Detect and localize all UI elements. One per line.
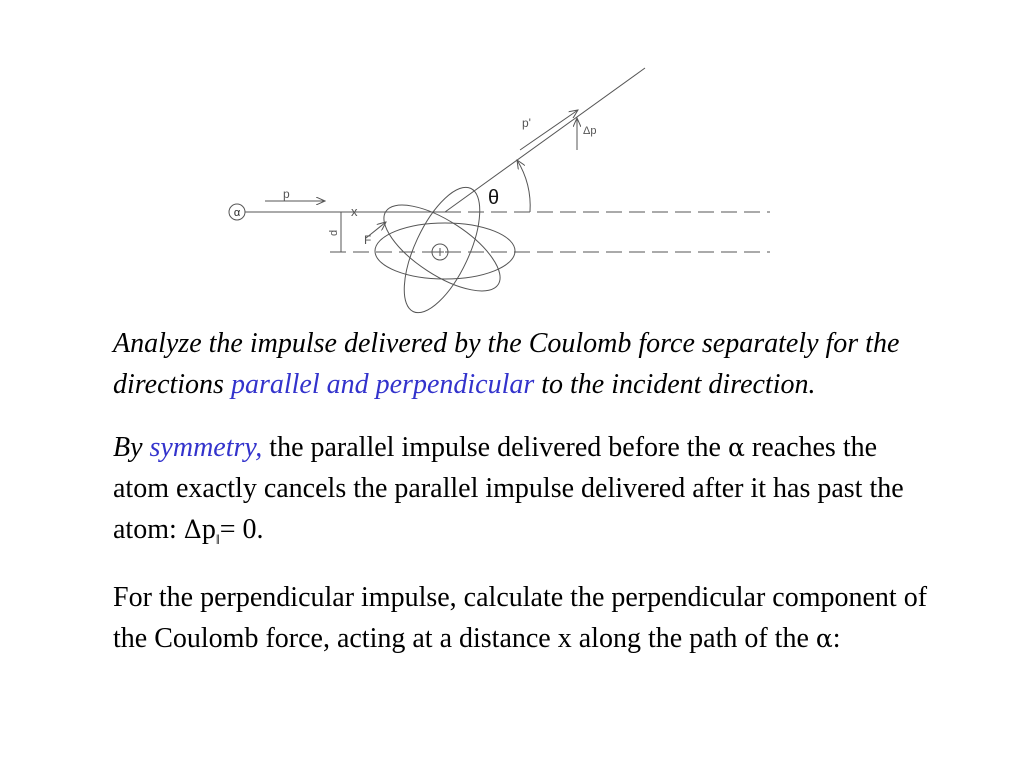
p1-text-a: Analyze the impulse delivered by the Coulomb force separately for the directions (113, 328, 900, 400)
p2-delta-symbol: Δ (183, 515, 202, 544)
paragraph-1 (113, 323, 933, 405)
theta-arc (517, 160, 530, 212)
scattering-diagram (0, 0, 1024, 320)
p2-text-c: the parallel impulse delivered before the (262, 432, 728, 463)
p2-text-a: By (113, 432, 150, 463)
scattered-path (445, 68, 645, 212)
p3-text-b: : (832, 623, 841, 654)
orbit-horizontal (375, 223, 515, 279)
p2-highlight: symmetry, (149, 432, 263, 463)
p2-text-d: reaches the atom exactly cancels the parallel impulse delivered after it has past the atom: (113, 432, 904, 545)
slide-body (113, 323, 933, 681)
F-label: F (364, 233, 372, 247)
p2-alpha-symbol: α (728, 433, 745, 462)
theta-label: θ (488, 187, 500, 209)
d-label: d (328, 229, 340, 236)
alpha-particle-label: α (233, 207, 241, 219)
paragraph-3 (113, 577, 933, 659)
p-prime-label: p' (522, 116, 531, 130)
p2-p-symbol: p (201, 514, 216, 545)
delta-p-label: Δp (583, 125, 597, 137)
p1-highlight: parallel and perpendicular (230, 369, 535, 400)
p-label: p (283, 187, 290, 201)
p3-text-a: For the perpendicular impulse, calculate the perpendicular component of the Coulomb force, acting at a distance x along the path of the (113, 582, 928, 654)
p1-text-c: to the incident direction. (534, 369, 816, 400)
x-label: x (351, 204, 358, 219)
paragraph-2 (113, 427, 933, 555)
p2-parallel-subscript: ‖ (215, 533, 220, 548)
orbit-tilted-2 (389, 177, 495, 320)
p3-alpha-symbol: α (815, 624, 833, 653)
p2-text-e: = 0. (219, 514, 264, 545)
